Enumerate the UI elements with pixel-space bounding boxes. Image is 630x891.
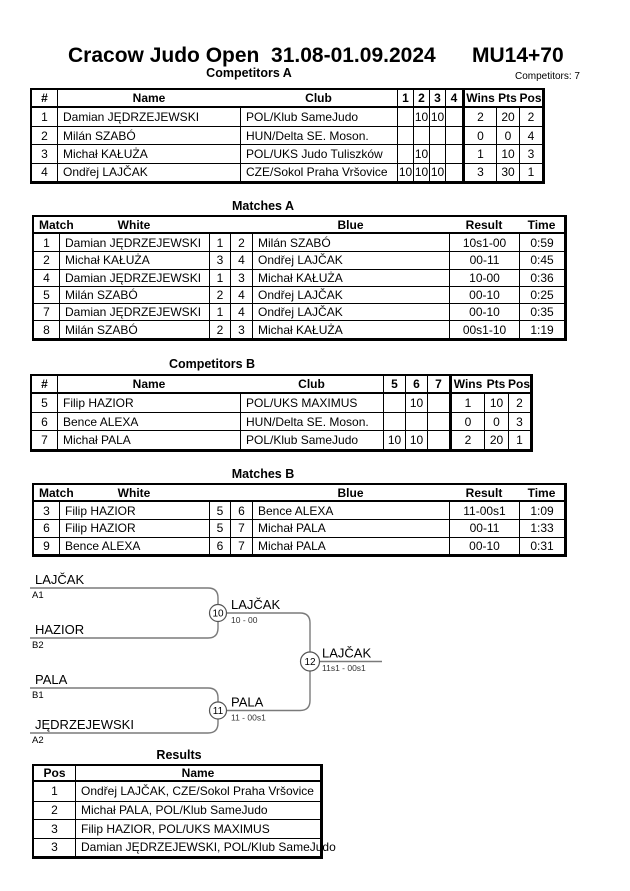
- matches-b-table: [32, 483, 567, 557]
- table-cell: Michał PALA: [252, 519, 449, 536]
- table-cell: Bence ALEXA: [59, 537, 209, 554]
- table-cell: 1: [508, 430, 530, 448]
- bracket-score: 11s1 - 00s1: [322, 663, 366, 673]
- column-header: Name: [75, 766, 320, 782]
- table-cell: 5: [209, 502, 230, 519]
- table-cell: 0:59: [519, 234, 564, 251]
- column-header: Pts: [484, 376, 508, 394]
- table-cell: [413, 126, 429, 144]
- column-header: 4: [445, 90, 462, 108]
- table-cell: 10: [484, 394, 508, 412]
- table-cell: Filip HAZIOR: [59, 502, 209, 519]
- column-header: Pos: [508, 376, 530, 394]
- table-cell: 5: [209, 519, 230, 536]
- table-cell: Michał KAŁUŻA: [252, 320, 449, 337]
- bracket-line-sf1-top: [30, 588, 218, 613]
- competitors-a-table: [30, 88, 545, 184]
- table-cell: Bence ALEXA: [252, 502, 449, 519]
- match-number: 12: [304, 657, 316, 668]
- column-header: Wins: [449, 376, 484, 394]
- table-cell: Michał KAŁUŻA: [59, 251, 209, 268]
- table-cell: 10: [397, 163, 413, 181]
- column-header: Name: [57, 376, 240, 394]
- bracket-winner-name: PALA: [231, 694, 264, 710]
- column-header: Pts: [496, 90, 519, 108]
- table-cell: 0:25: [519, 286, 564, 303]
- table-cell: 0: [449, 412, 484, 430]
- table-cell: Michał PALA: [57, 430, 240, 448]
- column-header: 5: [383, 376, 405, 394]
- table-cell: 1:09: [519, 502, 564, 519]
- column-header: Blue: [252, 485, 449, 502]
- table-cell: 4: [32, 163, 57, 181]
- column-header: Club: [240, 376, 383, 394]
- table-cell: Filip HAZIOR: [59, 519, 209, 536]
- table-cell: 1: [41, 110, 48, 125]
- column-header: [209, 217, 230, 234]
- matches-a-table: [32, 215, 567, 341]
- column-header: Blue: [252, 217, 449, 234]
- table-cell: Ondřej LAJČAK: [252, 251, 449, 268]
- table-cell: 10: [405, 394, 427, 412]
- table-cell: 0:35: [519, 303, 564, 320]
- table-cell: 00-10: [449, 286, 519, 303]
- section-title-matches-a: Matches A: [231, 199, 295, 213]
- table-cell: Filip HAZIOR, POL/UKS MAXIMUS: [75, 819, 320, 838]
- table-cell: 11-00s1: [449, 502, 519, 519]
- column-header: Pos: [34, 766, 75, 782]
- table-cell: Michał KAŁUŻA: [252, 269, 449, 286]
- table-cell: 0:45: [519, 251, 564, 268]
- table-cell: 10: [429, 163, 445, 181]
- table-cell: 6: [230, 502, 252, 519]
- table-cell: 10: [413, 163, 429, 181]
- table-cell: 10: [429, 108, 445, 126]
- section-title-matches-b: Matches B: [231, 467, 295, 481]
- table-cell: Ondřej LAJČAK: [252, 303, 449, 320]
- table-cell: [405, 412, 427, 430]
- table-cell: 4: [34, 269, 59, 286]
- column-header: [230, 485, 252, 502]
- table-cell: 00-10: [449, 303, 519, 320]
- bracket-seed-label: A1: [32, 590, 44, 601]
- bracket-seed-label: A2: [32, 735, 44, 746]
- table-cell: 3: [519, 144, 542, 162]
- table-cell: [397, 108, 413, 126]
- column-header: #: [32, 376, 57, 394]
- bracket-winner-name: LAJČAK: [231, 597, 281, 612]
- table-cell: Ondřej LAJČAK: [252, 286, 449, 303]
- table-cell: POL/UKS MAXIMUS: [240, 394, 383, 412]
- table-cell: [383, 394, 405, 412]
- table-cell: 9: [34, 537, 59, 554]
- table-cell: 00-11: [449, 519, 519, 536]
- table-cell: [429, 144, 445, 162]
- column-header: 2: [413, 90, 429, 108]
- table-cell: 7: [230, 519, 252, 536]
- table-cell: [383, 412, 405, 430]
- column-header: White: [59, 485, 209, 502]
- table-cell: 2: [519, 108, 542, 126]
- table-cell: [445, 126, 462, 144]
- table-cell: 2: [209, 320, 230, 337]
- column-header: 1: [397, 90, 413, 108]
- table-cell: 3: [32, 144, 57, 162]
- table-cell: Milán SZABÓ: [59, 320, 209, 337]
- table-cell: 3: [462, 163, 496, 181]
- table-cell: Damian JĘDRZEJEWSKI: [59, 269, 209, 286]
- table-cell: Damian JĘDRZEJEWSKI: [59, 303, 209, 320]
- column-header: Wins: [462, 90, 496, 108]
- table-cell: POL/Klub SameJudo: [240, 430, 383, 448]
- table-cell: 1:19: [519, 320, 564, 337]
- table-cell: 6: [34, 519, 59, 536]
- column-header: #: [32, 90, 57, 108]
- match-number: 10: [212, 608, 224, 620]
- table-cell: 5: [41, 396, 48, 411]
- table-cell: Michał PALA, POL/Klub SameJudo: [75, 801, 320, 820]
- table-cell: [397, 126, 413, 144]
- column-header: 7: [427, 376, 449, 394]
- results-table: [32, 764, 336, 859]
- table-cell: 7: [32, 430, 57, 448]
- table-cell: 3: [508, 412, 530, 430]
- table-cell: 10: [413, 108, 429, 126]
- table-cell: [445, 163, 462, 181]
- table-cell: HUN/Delta SE. Moson.: [240, 412, 383, 430]
- table-cell: [397, 144, 413, 162]
- bracket-score: 11 - 00s1: [231, 712, 266, 723]
- competitors-b-table: [30, 374, 533, 452]
- bracket-entry-name: LAJČAK: [35, 572, 85, 587]
- table-cell: 8: [34, 320, 59, 337]
- table-cell: 1: [43, 235, 50, 250]
- table-cell: 4: [230, 303, 252, 320]
- table-cell: 1: [519, 163, 542, 181]
- table-cell: 0:36: [519, 269, 564, 286]
- page-title: Cracow Judo Open 31.08-01.09.2024: [68, 44, 436, 67]
- table-cell: [427, 394, 449, 412]
- table-cell: 00-11: [449, 251, 519, 268]
- table-cell: 00s1-10: [449, 320, 519, 337]
- bracket-entry-name: JĘDRZEJEWSKI: [35, 717, 134, 732]
- table-cell: 3: [230, 269, 252, 286]
- table-cell: 10: [496, 144, 519, 162]
- column-header: 3: [429, 90, 445, 108]
- table-cell: Michał KAŁUŻA: [57, 144, 240, 162]
- table-cell: 20: [484, 430, 508, 448]
- table-cell: Damian JĘDRZEJEWSKI: [59, 234, 209, 251]
- column-header: Name: [57, 90, 240, 108]
- bracket-entry-name: HAZIOR: [35, 622, 85, 637]
- table-cell: HUN/Delta SE. Moson.: [240, 126, 397, 144]
- table-cell: 6: [32, 412, 57, 430]
- table-cell: 3: [34, 819, 75, 838]
- table-cell: Damian JĘDRZEJEWSKI: [57, 108, 240, 126]
- table-cell: 7: [230, 537, 252, 554]
- competitors-count: Competitors: 7: [514, 71, 580, 82]
- column-header: White: [59, 217, 209, 234]
- table-cell: 6: [209, 537, 230, 554]
- table-cell: [445, 144, 462, 162]
- category-label: MU14+70: [472, 44, 564, 67]
- table-cell: POL/UKS Judo Tuliszków: [240, 144, 397, 162]
- table-cell: Ondřej LAJČAK: [57, 163, 240, 181]
- table-cell: 1:33: [519, 519, 564, 536]
- section-title-competitors-b: Competitors B: [168, 357, 256, 371]
- bracket-winner-name: LAJČAK: [322, 645, 372, 661]
- table-cell: 4: [230, 286, 252, 303]
- table-cell: Bence ALEXA: [57, 412, 240, 430]
- table-cell: Michał PALA: [252, 537, 449, 554]
- column-header: Time: [519, 485, 564, 502]
- table-cell: 3: [43, 503, 50, 518]
- column-header: 6: [405, 376, 427, 394]
- table-cell: 30: [496, 163, 519, 181]
- table-cell: Ondřej LAJČAK, CZE/Sokol Praha Vršovice: [75, 782, 320, 801]
- table-cell: [445, 108, 462, 126]
- table-cell: [427, 430, 449, 448]
- table-cell: [427, 412, 449, 430]
- bracket-entry-name: PALA: [35, 672, 68, 687]
- table-cell: POL/Klub SameJudo: [240, 108, 397, 126]
- table-cell: 2: [230, 234, 252, 251]
- column-header: Result: [449, 217, 519, 234]
- section-title-competitors-a: Competitors A: [206, 66, 292, 80]
- table-cell: 1: [209, 234, 230, 251]
- table-cell: 4: [230, 251, 252, 268]
- table-cell: 10: [413, 144, 429, 162]
- section-title-results: Results: [156, 748, 202, 762]
- table-cell: 4: [519, 126, 542, 144]
- table-cell: 00-10: [449, 537, 519, 554]
- table-cell: 0: [484, 412, 508, 430]
- table-cell: Milán SZABÓ: [57, 126, 240, 144]
- table-cell: 2: [209, 286, 230, 303]
- column-header: Pos: [519, 90, 542, 108]
- elimination-bracket: [0, 560, 630, 755]
- table-cell: 7: [34, 303, 59, 320]
- table-cell: Milán SZABÓ: [59, 286, 209, 303]
- table-cell: 2: [34, 801, 75, 820]
- match-number: 11: [212, 706, 224, 717]
- bracket-line-sf2-top: [30, 688, 218, 711]
- table-cell: Milán SZABÓ: [252, 234, 449, 251]
- bracket-seed-label: B2: [32, 640, 44, 651]
- table-cell: 0: [496, 126, 519, 144]
- column-header: Club: [240, 90, 397, 108]
- table-cell: Damian JĘDRZEJEWSKI, POL/Klub SameJudo: [75, 838, 320, 857]
- column-header: Result: [449, 485, 519, 502]
- column-header: Match: [34, 485, 59, 502]
- table-cell: 3: [230, 320, 252, 337]
- column-header: [230, 217, 252, 234]
- table-cell: 10: [405, 430, 427, 448]
- bracket-seed-label: B1: [32, 690, 44, 701]
- column-header: Match: [34, 217, 59, 234]
- table-cell: 1: [462, 144, 496, 162]
- table-cell: [429, 126, 445, 144]
- table-cell: 0:31: [519, 537, 564, 554]
- table-cell: 2: [508, 394, 530, 412]
- table-cell: 10: [383, 430, 405, 448]
- column-header: [209, 485, 230, 502]
- table-cell: Filip HAZIOR: [57, 394, 240, 412]
- table-cell: 1: [209, 303, 230, 320]
- table-cell: 10-00: [449, 269, 519, 286]
- table-cell: 1: [209, 269, 230, 286]
- table-cell: 10s1-00: [449, 234, 519, 251]
- table-cell: 2: [462, 108, 496, 126]
- table-cell: 3: [209, 251, 230, 268]
- table-cell: 3: [34, 838, 75, 857]
- table-cell: 20: [496, 108, 519, 126]
- table-cell: 5: [34, 286, 59, 303]
- table-cell: 2: [34, 251, 59, 268]
- table-cell: 0: [462, 126, 496, 144]
- table-cell: 1: [449, 394, 484, 412]
- bracket-score: 10 - 00: [231, 615, 258, 625]
- column-header: Time: [519, 217, 564, 234]
- table-cell: 2: [32, 126, 57, 144]
- table-cell: 2: [449, 430, 484, 448]
- table-cell: 1: [51, 784, 58, 799]
- table-cell: CZE/Sokol Praha Vršovice: [240, 163, 397, 181]
